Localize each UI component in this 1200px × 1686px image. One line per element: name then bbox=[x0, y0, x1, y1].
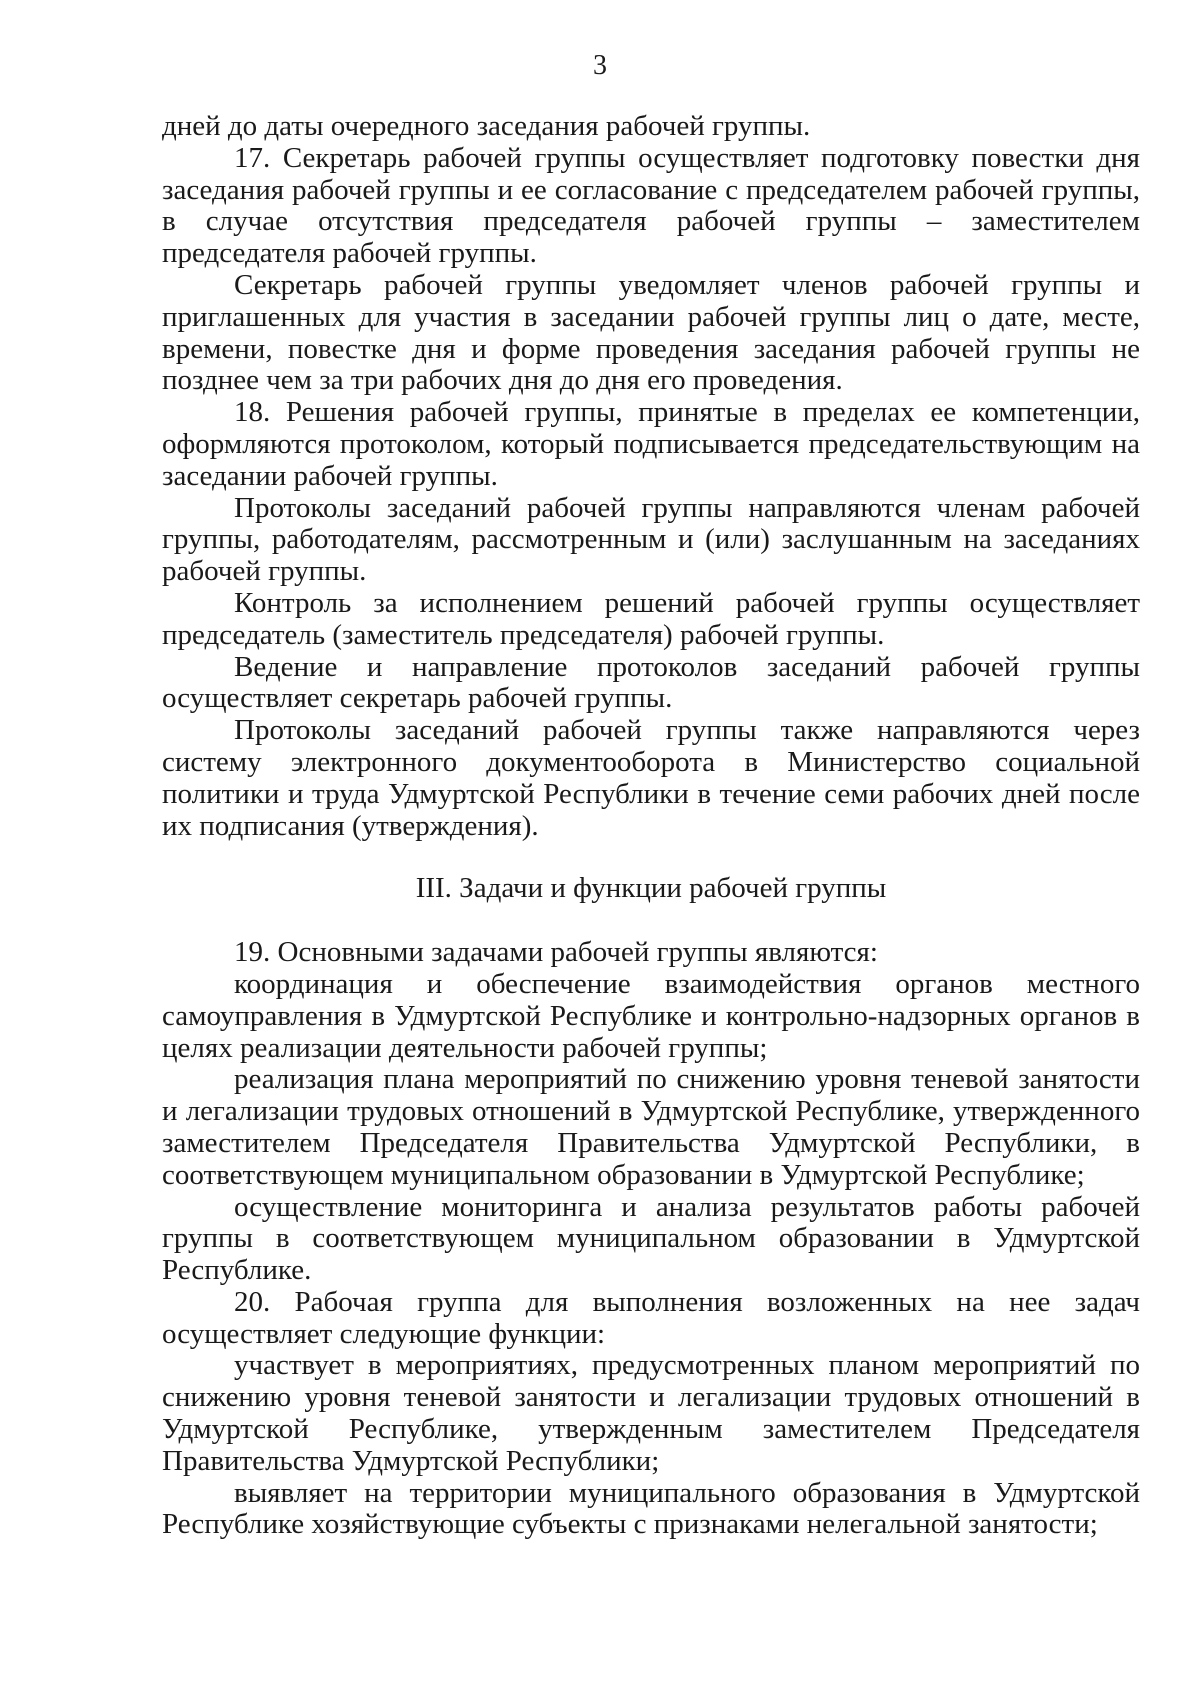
paragraph-item-18: 18. Решения рабочей группы, принятые в пределах ее компетенции, оформляются протоколом, который подписывается председательствующим на заседании рабочей группы. bbox=[162, 396, 1140, 492]
paragraph-protocol-keeping: Ведение и направление протоколов заседаний рабочей группы осуществляет секретарь рабочей группы. bbox=[162, 650, 1140, 715]
page-number: 3 bbox=[593, 50, 607, 81]
paragraph-item-19: 19. Основными задачами рабочей группы являются: bbox=[234, 936, 878, 969]
paragraph-protocols-sent: Протоколы заседаний рабочей группы направляются членам рабочей группы, работодателям, рассмотренным и (или) заслушанным на заседаниях рабочей группы. bbox=[162, 491, 1140, 588]
paragraph-control: Контроль за исполнением решений рабочей группы осуществляет председатель (заместитель председателя) рабочей группы. bbox=[162, 586, 1140, 651]
paragraph-task-monitoring: осуществление мониторинга и анализа результатов работы рабочей группы в соответствующем муниципальном образовании в Удмуртской Республике. bbox=[162, 1190, 1140, 1287]
paragraph-function-identification: выявляет на территории муниципального образования в Удмуртской Республике хозяйствующие субъекты с признаками нелегальной занятости; bbox=[162, 1476, 1140, 1541]
paragraph-electronic-sending: Протоколы заседаний рабочей группы также направляются через систему электронного документооборота в Министерство социальной политики и труда Удмуртской Республики в течение семи рабочих дней после их подписания (утверждения). bbox=[162, 714, 1140, 842]
paragraph-secretary-notice: Секретарь рабочей группы уведомляет членов рабочей группы и приглашенных для участия в заседании рабочей группы лиц о дате, месте, времени, повестке дня и форме проведения заседания рабочей группы не позднее чем за три рабочих дня до дня его проведения. bbox=[162, 268, 1140, 397]
document-body bbox=[162, 111, 1140, 1541]
paragraph-function-participation: участвует в мероприятиях, предусмотренных планом мероприятий по снижению уровня теневой занятости и легализации трудовых отношений в Удмуртской Республике, утвержденным заместителем Председателя Правительства Удмуртской Республики; bbox=[162, 1349, 1140, 1477]
paragraph-task-plan: реализация плана мероприятий по снижению уровня теневой занятости и легализации трудовых отношений в Удмуртской Республике, утвержденного заместителем Председателя Правительства Удмуртской Республики, в соответствующем муниципальном образовании в Удмуртской Республике; bbox=[162, 1063, 1140, 1191]
paragraph-task-coordination: координация и обеспечение взаимодействия органов местного самоуправления в Удмуртской Республике и контрольно-надзорных органов в целях реализации деятельности рабочей группы; bbox=[162, 967, 1140, 1064]
paragraph-item-20: 20. Рабочая группа для выполнения возложенных на нее задач осуществляет следующие функции: bbox=[162, 1285, 1140, 1350]
paragraph-item-17: 17. Секретарь рабочей группы осуществляет подготовку повестки дня заседания рабочей группы и ее согласование с председателем рабочей группы, в случае отсутствия председателя рабочей группы – заместителем председателя рабочей группы. bbox=[162, 141, 1140, 270]
spacer bbox=[162, 905, 1140, 937]
section-heading: III. Задачи и функции рабочей группы bbox=[415, 872, 887, 905]
spacer bbox=[162, 842, 1140, 873]
paragraph-continuation: дней до даты очередного заседания рабочей группы. bbox=[162, 110, 811, 142]
